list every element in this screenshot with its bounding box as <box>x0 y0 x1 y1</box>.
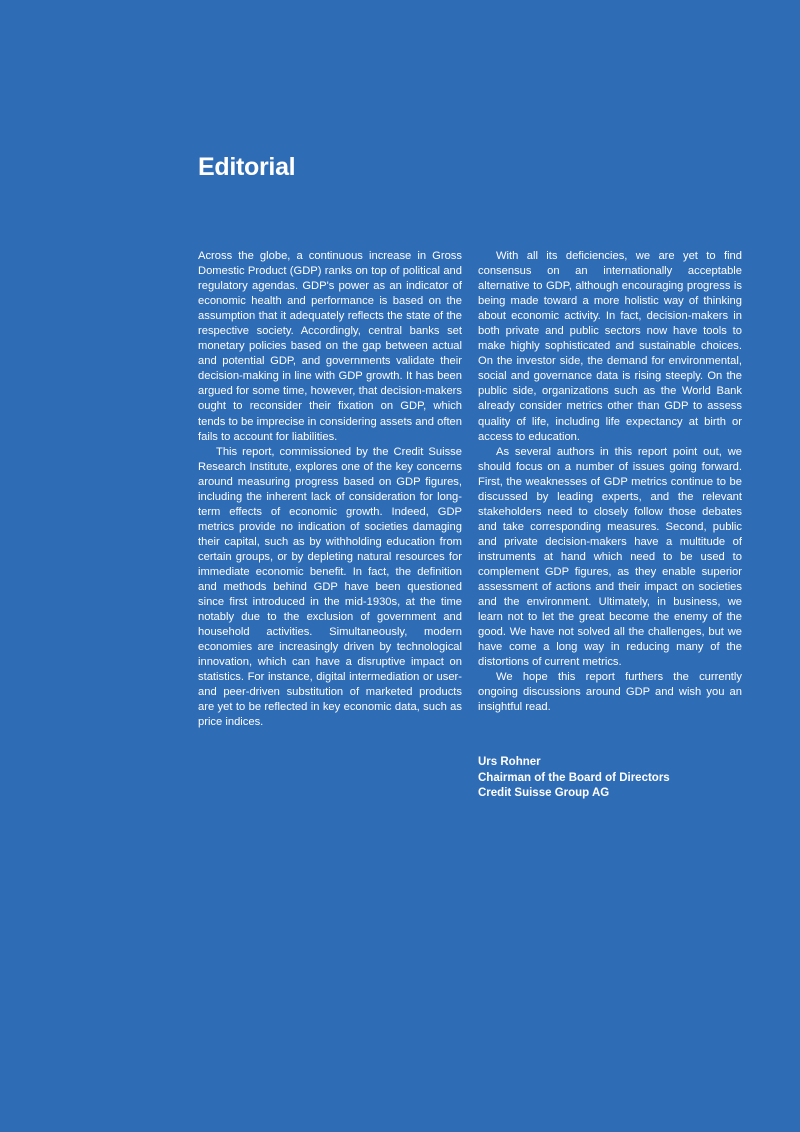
left-text-column <box>198 249 462 731</box>
paragraph: With all its deficiencies, we are yet to find consensus on an internationally acceptable alternative to GDP, although encouraging progress is being made toward a more holistic way of thinking about economic activity. In fact, decision-makers in both private and public sectors now have tools to make highly sophisticated and sustainable choices. On the investor side, the demand for environmental, social and governance data is rising steeply. On the public side, organizations such as the World Bank already consider metrics other than GDP to assess quality of life, including life expectancy at birth or access to education. <box>478 250 742 443</box>
signatory-role: Chairman of the Board of Directors <box>478 771 670 784</box>
signatory-name: Urs Rohner <box>478 756 541 768</box>
signatory-company: Credit Suisse Group AG <box>478 787 610 799</box>
paragraph: This report, commissioned by the Credit Suisse Research Institute, explores one of the key concerns around measuring progress based on GDP figures, including the inherent lack of consideration for long-term effects of economic growth. Indeed, GDP metrics provide no indication of societies damaging their capital, such as by withholding education from certain groups, or by depleting natural resources for immediate economic benefit. In fact, the definition and methods behind GDP have been questioned since first introduced in the mid-1930s, at the time notably due to the exclusion of government and household activities. Simultaneously, modern economies are increasingly driven by technological innovation, which can have a disruptive impact on statistics. For instance, digital intermediation or user- and peer-driven substitution of marketed products are yet to be reflected in key economic data, such as price indices. <box>198 445 462 729</box>
paragraph: As several authors in this report point out, we should focus on a number of issues going forward. First, the weaknesses of GDP metrics continue to be discussed by leading experts, and the relevant stakeholders need to closely follow those debates and take corresponding measures. Second, public and private decision-makers have a multitude of instruments at hand which need to be used to complement GDP figures, as they enable superior assessment of actions and their impact on societies and the environment. Ultimately, in business, we learn not to let the great become the enemy of the good. We have not solved all the challenges, but we have come a long way in reducing many of the distortions of current metrics. <box>478 445 742 669</box>
signature-block <box>478 755 670 802</box>
paragraph: We hope this report furthers the currently ongoing discussions around GDP and wish you an insightful read. <box>478 671 742 714</box>
right-text-column <box>478 249 742 715</box>
page-title: Editorial <box>198 153 296 181</box>
paragraph: Across the globe, a continuous increase in Gross Domestic Product (GDP) ranks on top of political and regulatory agendas. GDP's power as an indicator of economic health and performance is based on the assumption that it adequately reflects the state of the respective society. Accordingly, central banks set monetary policies based on the gap between actual and potential GDP, and governments validate their decision-making in line with GDP growth. It has been argued for some time, however, that decision-makers ought to reconsider their fixation on GDP, which tends to be imprecise in considering assets and often fails to account for liabilities. <box>198 250 462 443</box>
